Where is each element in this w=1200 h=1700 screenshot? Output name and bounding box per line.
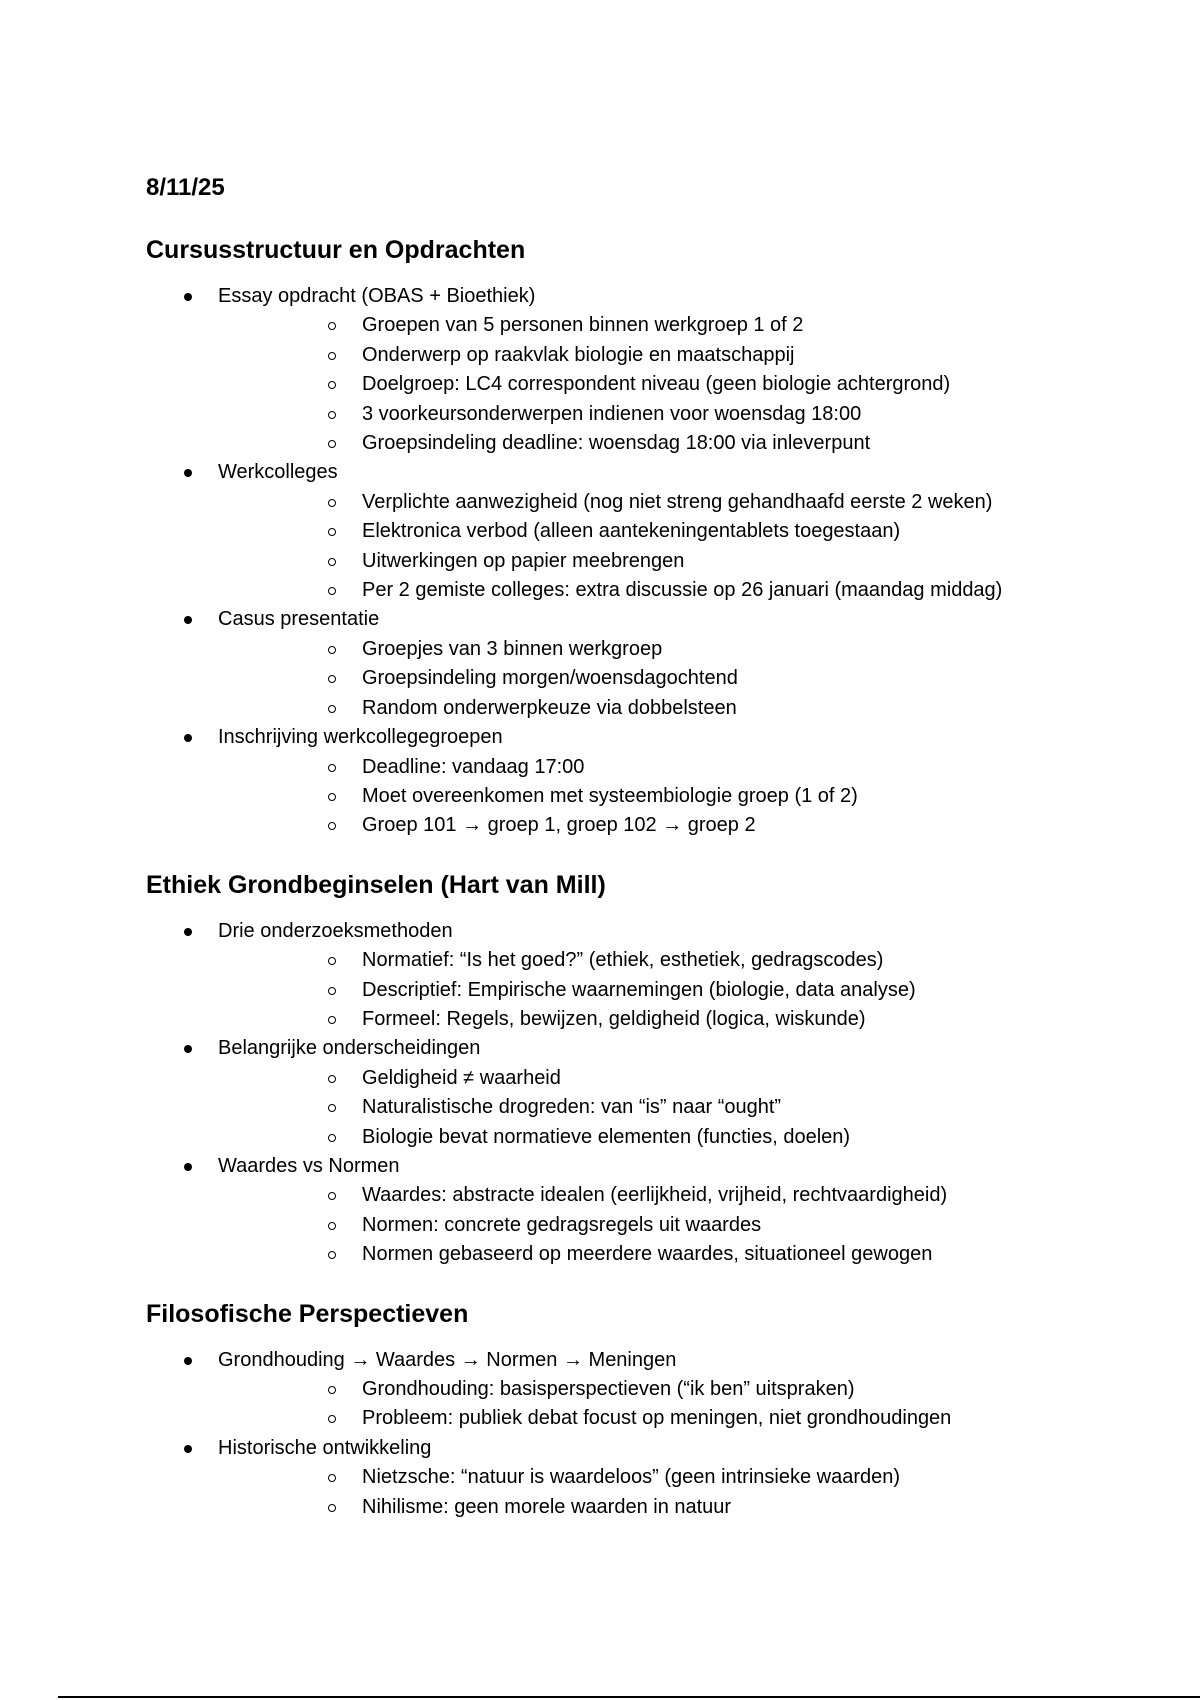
sub-list-item-text: Descriptief: Empirische waarnemingen (biologie, data analyse) [362, 978, 916, 1001]
sub-list-item-text: Moet overeenkomen met systeembiologie groep (1 of 2) [362, 784, 858, 807]
bullet-icon [184, 1357, 192, 1365]
sub-list-item-text: Groep 101 → groep 1, groep 102 → groep 2 [362, 814, 756, 837]
sub-list [218, 1064, 1146, 1152]
section-cursusstructuur [146, 234, 1146, 841]
sub-list-item-text: Onderwerp op raakvlak biologie en maatschappij [362, 343, 795, 366]
sub-list-item-text: Groepsindeling morgen/woensdagochtend [362, 667, 738, 690]
sub-list [218, 946, 1146, 1034]
list-item [146, 1346, 1146, 1434]
bullet-icon [184, 469, 192, 477]
sub-list-item-text: Groepjes van 3 binnen werkgroep [362, 637, 663, 660]
circle-bullet-icon [328, 322, 336, 330]
sub-list-item [218, 1375, 1146, 1404]
sub-list [218, 635, 1146, 723]
list-item [146, 1152, 1146, 1270]
bullet-list [146, 917, 1146, 1270]
section-title: Ethiek Grondbeginselen (Hart van Mill) [146, 870, 606, 899]
circle-bullet-icon [328, 440, 336, 448]
sub-list [218, 1181, 1146, 1269]
circle-bullet-icon [328, 1474, 336, 1482]
circle-bullet-icon [328, 558, 336, 566]
circle-bullet-icon [328, 381, 336, 389]
sub-list-item-text: Grondhouding: basisperspectieven (“ik ben” uitspraken) [362, 1378, 855, 1400]
list-item-text: Werkcolleges [218, 461, 338, 484]
sub-list-item [218, 311, 1146, 340]
list-item-text: Grondhouding → Waardes → Normen → Meningen [218, 1348, 677, 1371]
list-item [146, 917, 1146, 1035]
sub-list-item-text: Random onderwerpkeuze via dobbelsteen [362, 696, 737, 719]
list-item-text: Essay opdracht (OBAS + Bioethiek) [218, 285, 536, 307]
sub-list-item [218, 547, 1146, 576]
sub-list-item-text: Naturalistische drogreden: van “is” naar “ought” [362, 1096, 782, 1119]
sub-list-item-text: Groepsindeling deadline: woensdag 18:00 via inleverpunt [362, 432, 871, 455]
sub-list-item [218, 976, 1146, 1005]
sub-list-item [218, 341, 1146, 370]
list-item [146, 282, 1146, 458]
sub-list [218, 753, 1146, 841]
list-item [146, 1434, 1146, 1522]
sub-list-item [218, 517, 1146, 546]
bullet-icon [184, 616, 192, 624]
sub-list-item-text: 3 voorkeursonderwerpen indienen voor woensdag 18:00 [362, 402, 862, 425]
sub-list-item [218, 1064, 1146, 1093]
circle-bullet-icon [328, 411, 336, 419]
sub-list-item-text: Verplichte aanwezigheid (nog niet streng gehandhaafd eerste 2 weken) [362, 490, 993, 513]
sub-list-item [218, 1181, 1146, 1210]
sub-list-item [218, 429, 1146, 458]
list-item-text: Historische ontwikkeling [218, 1436, 432, 1459]
bullet-list [146, 1346, 1146, 1522]
circle-bullet-icon [328, 675, 336, 683]
sub-list-item-text: Groepen van 5 personen binnen werkgroep 1 of 2 [362, 314, 804, 337]
sub-list-item [218, 782, 1146, 811]
page-bottom-divider [58, 1696, 1200, 1698]
circle-bullet-icon [328, 1075, 336, 1083]
sub-list-item [218, 1093, 1146, 1122]
sub-list [218, 1375, 1146, 1434]
list-item [146, 605, 1146, 723]
sub-list-item [218, 400, 1146, 429]
sub-list-item-text: Doelgroep: LC4 correspondent niveau (geen biologie achtergrond) [362, 373, 951, 396]
sub-list-item [218, 694, 1146, 723]
sub-list-item-text: Nihilisme: geen morele waarden in natuur [362, 1495, 732, 1518]
sub-list-item [218, 664, 1146, 693]
circle-bullet-icon [328, 764, 336, 772]
section-filosofische-perspectieven [146, 1298, 1146, 1522]
circle-bullet-icon [328, 1222, 336, 1230]
circle-bullet-icon [328, 1504, 336, 1512]
section-title: Cursusstructuur en Opdrachten [146, 236, 526, 264]
circle-bullet-icon [328, 1251, 336, 1259]
sub-list-item [218, 1493, 1146, 1522]
sub-list-item [218, 1463, 1146, 1492]
list-item [146, 1034, 1146, 1152]
sub-list-item [218, 811, 1146, 840]
circle-bullet-icon [328, 1016, 336, 1024]
list-item-text: Belangrijke onderscheidingen [218, 1037, 481, 1060]
circle-bullet-icon [328, 705, 336, 713]
circle-bullet-icon [328, 987, 336, 995]
sub-list-item-text: Formeel: Regels, bewijzen, geldigheid (logica, wiskunde) [362, 1007, 866, 1030]
sub-list-item [218, 576, 1146, 605]
sub-list-item-text: Uitwerkingen op papier meebrengen [362, 549, 685, 572]
section-title: Filosofische Perspectieven [146, 1299, 469, 1328]
document-page [146, 172, 1146, 1550]
sub-list-item-text: Waardes: abstracte idealen (eerlijkheid, vrijheid, rechtvaardigheid) [362, 1184, 948, 1207]
list-item [146, 458, 1146, 605]
bullet-icon [184, 928, 192, 936]
list-item-text: Waardes vs Normen [218, 1154, 400, 1177]
circle-bullet-icon [328, 352, 336, 360]
sub-list-item [218, 370, 1146, 399]
sub-list-item [218, 1123, 1146, 1152]
circle-bullet-icon [328, 793, 336, 801]
section-ethiek-grondbeginselen [146, 869, 1146, 1270]
sub-list-item [218, 488, 1146, 517]
list-item-text: Drie onderzoeksmethoden [218, 919, 453, 942]
circle-bullet-icon [328, 1386, 336, 1394]
sub-list-item-text: Per 2 gemiste colleges: extra discussie op 26 januari (maandag middag) [362, 579, 1003, 602]
sub-list-item-text: Normatief: “Is het goed?” (ethiek, esthetiek, gedragscodes) [362, 949, 884, 972]
sub-list-item-text: Geldigheid ≠ waarheid [362, 1066, 561, 1089]
sub-list [218, 488, 1146, 606]
sub-list-item [218, 1211, 1146, 1240]
sub-list-item-text: Normen: concrete gedragsregels uit waardes [362, 1213, 762, 1236]
list-item-text: Inschrijving werkcollegegroepen [218, 726, 503, 749]
circle-bullet-icon [328, 528, 336, 536]
circle-bullet-icon [328, 1415, 336, 1423]
circle-bullet-icon [328, 587, 336, 595]
document-date: 8/11/25 [146, 174, 225, 201]
sub-list-item [218, 1240, 1146, 1269]
sub-list-item [218, 946, 1146, 975]
circle-bullet-icon [328, 646, 336, 654]
sub-list-item-text: Probleem: publiek debat focust op meningen, niet grondhoudingen [362, 1407, 952, 1430]
circle-bullet-icon [328, 957, 336, 965]
circle-bullet-icon [328, 1192, 336, 1200]
bullet-icon [184, 1163, 192, 1171]
circle-bullet-icon [328, 499, 336, 507]
bullet-icon [184, 734, 192, 742]
list-item-text: Casus presentatie [218, 608, 380, 631]
bullet-icon [184, 1045, 192, 1053]
sub-list-item-text: Elektronica verbod (alleen aantekeningentablets toegestaan) [362, 520, 901, 543]
sub-list-item [218, 753, 1146, 782]
sub-list-item-text: Deadline: vandaag 17:00 [362, 755, 585, 778]
list-item [146, 723, 1146, 841]
sub-list-item-text: Biologie bevat normatieve elementen (functies, doelen) [362, 1125, 851, 1148]
sub-list [218, 1463, 1146, 1522]
bullet-icon [184, 293, 192, 301]
sub-list-item-text: Nietzsche: “natuur is waardeloos” (geen intrinsieke waarden) [362, 1466, 901, 1489]
circle-bullet-icon [328, 1104, 336, 1112]
circle-bullet-icon [328, 1134, 336, 1142]
sub-list-item [218, 1404, 1146, 1433]
sub-list-item [218, 1005, 1146, 1034]
bullet-list [146, 282, 1146, 841]
sub-list-item-text: Normen gebaseerd op meerdere waardes, situationeel gewogen [362, 1243, 933, 1266]
sub-list [218, 311, 1146, 458]
circle-bullet-icon [328, 822, 336, 830]
bullet-icon [184, 1445, 192, 1453]
sub-list-item [218, 635, 1146, 664]
